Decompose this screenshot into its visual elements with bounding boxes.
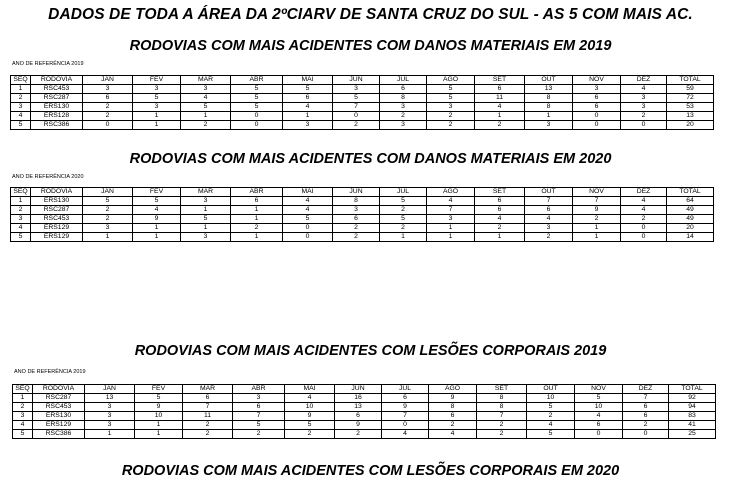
column-header: FEV xyxy=(133,76,181,85)
value-cell: 6 xyxy=(335,412,382,421)
value-cell: 5 xyxy=(133,94,181,103)
table-header-row xyxy=(11,188,714,197)
value-cell: 5 xyxy=(427,85,475,94)
value-cell: 5 xyxy=(380,215,427,224)
value-cell: 5 xyxy=(285,421,335,430)
value-cell: 3 xyxy=(181,197,231,206)
value-cell: 4 xyxy=(575,412,623,421)
value-cell: 2 xyxy=(427,121,475,130)
value-cell: 6 xyxy=(382,394,429,403)
column-header: ABR xyxy=(231,188,283,197)
value-cell: 2 xyxy=(527,412,575,421)
seq-cell: 3 xyxy=(11,215,31,224)
value-cell: 3 xyxy=(333,206,380,215)
value-cell: 3 xyxy=(233,394,285,403)
value-cell: 13 xyxy=(335,403,382,412)
value-cell: 7 xyxy=(427,206,475,215)
value-cell: 6 xyxy=(283,94,333,103)
value-cell: 10 xyxy=(135,412,183,421)
value-cell: 8 xyxy=(429,403,477,412)
value-cell: 4 xyxy=(427,197,475,206)
seq-cell: 2 xyxy=(13,403,33,412)
highway-cell: ERS130 xyxy=(31,103,83,112)
value-cell: 7 xyxy=(477,412,527,421)
seq-cell: 1 xyxy=(13,394,33,403)
value-cell: 7 xyxy=(623,394,669,403)
value-cell: 3 xyxy=(621,94,667,103)
value-cell: 1 xyxy=(380,233,427,242)
table-row xyxy=(13,430,716,439)
value-cell: 7 xyxy=(573,197,621,206)
value-cell: 4 xyxy=(621,85,667,94)
value-cell: 4 xyxy=(621,206,667,215)
column-header: SET xyxy=(475,76,525,85)
section-title-3: RODOVIAS COM MAIS ACIDENTES COM LESÕES CORPORAIS 2019 xyxy=(134,343,607,359)
column-header: JAN xyxy=(83,188,133,197)
value-cell: 7 xyxy=(233,412,285,421)
section-title-4: RODOVIAS COM MAIS ACIDENTES COM LESÕES CORPORAIS EM 2020 xyxy=(121,463,620,479)
value-cell: 5 xyxy=(135,394,183,403)
value-cell: 6 xyxy=(475,206,525,215)
value-cell: 3 xyxy=(573,85,621,94)
value-cell: 3 xyxy=(380,103,427,112)
value-cell: 8 xyxy=(477,394,527,403)
value-cell: 3 xyxy=(181,85,231,94)
table-header-row xyxy=(13,385,716,394)
value-cell: 0 xyxy=(573,121,621,130)
value-cell: 0 xyxy=(621,224,667,233)
accident-table-3 xyxy=(12,384,716,439)
seq-cell: 3 xyxy=(11,103,31,112)
value-cell: 9 xyxy=(335,421,382,430)
value-cell: 5 xyxy=(575,394,623,403)
seq-cell: 2 xyxy=(11,206,31,215)
value-cell: 2 xyxy=(181,121,231,130)
value-cell: 3 xyxy=(85,403,135,412)
highway-cell: RSC453 xyxy=(33,403,85,412)
value-cell: 4 xyxy=(283,206,333,215)
value-cell: 8 xyxy=(525,103,573,112)
highway-cell: RSC386 xyxy=(31,121,83,130)
column-header: JUN xyxy=(333,76,380,85)
column-header: TOTAL xyxy=(667,76,714,85)
column-header: MAR xyxy=(183,385,233,394)
column-header: AGO xyxy=(429,385,477,394)
seq-cell: 1 xyxy=(11,197,31,206)
accident-table-2 xyxy=(10,187,714,242)
value-cell: 7 xyxy=(333,103,380,112)
value-cell: 3 xyxy=(525,224,573,233)
value-cell: 2 xyxy=(83,215,133,224)
value-cell: 4 xyxy=(382,430,429,439)
value-cell: 0 xyxy=(621,121,667,130)
value-cell: 6 xyxy=(623,412,669,421)
column-header: FEV xyxy=(133,188,181,197)
highway-cell: RSC287 xyxy=(33,394,85,403)
section-title-2: RODOVIAS COM MAIS ACIDENTES COM DANOS MATERIAIS EM 2020 xyxy=(129,151,612,167)
table-header-row xyxy=(11,76,714,85)
value-cell: 3 xyxy=(525,121,573,130)
column-header: NOV xyxy=(573,188,621,197)
highway-cell: RSC453 xyxy=(31,215,83,224)
value-cell: 3 xyxy=(133,103,181,112)
value-cell: 2 xyxy=(525,233,573,242)
value-cell: 4 xyxy=(475,215,525,224)
value-cell: 94 xyxy=(669,403,716,412)
value-cell: 59 xyxy=(667,85,714,94)
value-cell: 4 xyxy=(133,206,181,215)
value-cell: 2 xyxy=(380,112,427,121)
table-row xyxy=(13,403,716,412)
value-cell: 1 xyxy=(475,112,525,121)
value-cell: 2 xyxy=(333,121,380,130)
value-cell: 0 xyxy=(231,121,283,130)
value-cell: 1 xyxy=(231,233,283,242)
column-header: SEQ xyxy=(11,76,31,85)
value-cell: 0 xyxy=(382,421,429,430)
column-header: SET xyxy=(477,385,527,394)
value-cell: 20 xyxy=(667,121,714,130)
value-cell: 9 xyxy=(573,206,621,215)
value-cell: 2 xyxy=(333,224,380,233)
value-cell: 5 xyxy=(380,197,427,206)
column-header: AGO xyxy=(427,76,475,85)
table-row xyxy=(11,197,714,206)
value-cell: 2 xyxy=(233,430,285,439)
value-cell: 2 xyxy=(83,206,133,215)
value-cell: 0 xyxy=(573,112,621,121)
value-cell: 2 xyxy=(83,103,133,112)
value-cell: 2 xyxy=(183,430,233,439)
value-cell: 13 xyxy=(85,394,135,403)
table-row xyxy=(11,224,714,233)
value-cell: 3 xyxy=(83,224,133,233)
value-cell: 5 xyxy=(181,103,231,112)
value-cell: 11 xyxy=(183,412,233,421)
value-cell: 1 xyxy=(181,112,231,121)
value-cell: 14 xyxy=(667,233,714,242)
column-header: OUT xyxy=(525,76,573,85)
reference-year-1: ANO DE REFERÊNCIA 2019 xyxy=(12,61,84,67)
column-header: RODOVIA xyxy=(31,188,83,197)
table-row xyxy=(11,121,714,130)
table-row xyxy=(11,206,714,215)
value-cell: 9 xyxy=(285,412,335,421)
table-row xyxy=(11,94,714,103)
value-cell: 3 xyxy=(427,215,475,224)
value-cell: 1 xyxy=(133,224,181,233)
value-cell: 2 xyxy=(621,215,667,224)
accident-table-1 xyxy=(10,75,714,130)
value-cell: 4 xyxy=(181,94,231,103)
value-cell: 6 xyxy=(380,85,427,94)
table-row xyxy=(13,394,716,403)
column-header: FEV xyxy=(135,385,183,394)
table-row xyxy=(13,412,716,421)
column-header: JAN xyxy=(85,385,135,394)
value-cell: 13 xyxy=(667,112,714,121)
value-cell: 6 xyxy=(183,394,233,403)
value-cell: 13 xyxy=(525,85,573,94)
value-cell: 4 xyxy=(525,215,573,224)
table-row xyxy=(11,103,714,112)
highway-cell: ERS129 xyxy=(31,224,83,233)
value-cell: 0 xyxy=(231,112,283,121)
value-cell: 1 xyxy=(475,233,525,242)
value-cell: 6 xyxy=(333,215,380,224)
value-cell: 3 xyxy=(283,121,333,130)
column-header: JUN xyxy=(333,188,380,197)
value-cell: 1 xyxy=(135,421,183,430)
value-cell: 5 xyxy=(231,94,283,103)
value-cell: 1 xyxy=(573,233,621,242)
value-cell: 1 xyxy=(181,206,231,215)
value-cell: 11 xyxy=(475,94,525,103)
value-cell: 1 xyxy=(83,233,133,242)
value-cell: 1 xyxy=(181,224,231,233)
seq-cell: 4 xyxy=(11,224,31,233)
column-header: RODOVIA xyxy=(33,385,85,394)
column-header: ABR xyxy=(233,385,285,394)
table-row xyxy=(11,85,714,94)
column-header: NOV xyxy=(573,76,621,85)
value-cell: 0 xyxy=(621,233,667,242)
column-header: DEZ xyxy=(621,76,667,85)
value-cell: 1 xyxy=(283,112,333,121)
value-cell: 5 xyxy=(83,197,133,206)
value-cell: 8 xyxy=(525,94,573,103)
value-cell: 49 xyxy=(667,215,714,224)
value-cell: 3 xyxy=(427,103,475,112)
value-cell: 8 xyxy=(477,403,527,412)
value-cell: 25 xyxy=(669,430,716,439)
value-cell: 8 xyxy=(333,197,380,206)
value-cell: 2 xyxy=(475,224,525,233)
value-cell: 5 xyxy=(283,215,333,224)
value-cell: 6 xyxy=(623,403,669,412)
value-cell: 2 xyxy=(475,121,525,130)
highway-cell: ERS129 xyxy=(31,233,83,242)
table-row xyxy=(13,421,716,430)
value-cell: 7 xyxy=(183,403,233,412)
highway-cell: RSC386 xyxy=(33,430,85,439)
column-header: JUL xyxy=(382,385,429,394)
column-header: MAI xyxy=(283,188,333,197)
seq-cell: 5 xyxy=(13,430,33,439)
value-cell: 72 xyxy=(667,94,714,103)
value-cell: 4 xyxy=(283,103,333,112)
column-header: TOTAL xyxy=(667,188,714,197)
value-cell: 92 xyxy=(669,394,716,403)
table-row xyxy=(11,112,714,121)
value-cell: 0 xyxy=(623,430,669,439)
value-cell: 6 xyxy=(233,403,285,412)
table-row xyxy=(11,233,714,242)
value-cell: 4 xyxy=(285,394,335,403)
column-header: MAI xyxy=(283,76,333,85)
value-cell: 1 xyxy=(427,233,475,242)
value-cell: 9 xyxy=(382,403,429,412)
value-cell: 1 xyxy=(135,430,183,439)
column-header: JUN xyxy=(335,385,382,394)
value-cell: 4 xyxy=(527,421,575,430)
column-header: DEZ xyxy=(623,385,669,394)
value-cell: 2 xyxy=(333,233,380,242)
value-cell: 4 xyxy=(429,430,477,439)
value-cell: 6 xyxy=(429,412,477,421)
value-cell: 1 xyxy=(231,206,283,215)
value-cell: 5 xyxy=(333,94,380,103)
column-header: MAR xyxy=(181,76,231,85)
value-cell: 49 xyxy=(667,206,714,215)
value-cell: 7 xyxy=(525,197,573,206)
value-cell: 6 xyxy=(83,94,133,103)
column-header: OUT xyxy=(527,385,575,394)
column-header: MAI xyxy=(285,385,335,394)
value-cell: 1 xyxy=(85,430,135,439)
value-cell: 6 xyxy=(475,85,525,94)
value-cell: 5 xyxy=(133,197,181,206)
highway-cell: RSC287 xyxy=(31,94,83,103)
value-cell: 2 xyxy=(380,206,427,215)
value-cell: 3 xyxy=(380,121,427,130)
value-cell: 2 xyxy=(477,430,527,439)
seq-cell: 4 xyxy=(13,421,33,430)
seq-cell: 1 xyxy=(11,85,31,94)
column-header: TOTAL xyxy=(669,385,716,394)
column-header: DEZ xyxy=(621,188,667,197)
value-cell: 5 xyxy=(527,430,575,439)
value-cell: 2 xyxy=(183,421,233,430)
value-cell: 0 xyxy=(333,112,380,121)
document-title: DADOS DE TODA A ÁREA DA 2ºCIARV DE SANTA CRUZ DO SUL - AS 5 COM MAIS AC. xyxy=(48,6,693,23)
value-cell: 2 xyxy=(231,224,283,233)
value-cell: 5 xyxy=(527,403,575,412)
column-header: NOV xyxy=(575,385,623,394)
value-cell: 2 xyxy=(429,421,477,430)
column-header: SET xyxy=(475,188,525,197)
value-cell: 5 xyxy=(231,85,283,94)
value-cell: 1 xyxy=(525,112,573,121)
seq-cell: 4 xyxy=(11,112,31,121)
highway-cell: ERS130 xyxy=(31,197,83,206)
value-cell: 0 xyxy=(83,121,133,130)
reference-year-3: ANO DE REFERÊNCIA 2019 xyxy=(14,369,86,375)
value-cell: 7 xyxy=(382,412,429,421)
value-cell: 2 xyxy=(427,112,475,121)
value-cell: 1 xyxy=(231,215,283,224)
value-cell: 9 xyxy=(429,394,477,403)
section-title-1: RODOVIAS COM MAIS ACIDENTES COM DANOS MATERIAIS EM 2019 xyxy=(129,38,612,54)
highway-cell: ERS128 xyxy=(31,112,83,121)
value-cell: 1 xyxy=(427,224,475,233)
value-cell: 5 xyxy=(231,103,283,112)
column-header: RODOVIA xyxy=(31,76,83,85)
value-cell: 1 xyxy=(133,121,181,130)
value-cell: 6 xyxy=(525,206,573,215)
value-cell: 9 xyxy=(135,403,183,412)
value-cell: 9 xyxy=(133,215,181,224)
seq-cell: 2 xyxy=(11,94,31,103)
highway-cell: RSC287 xyxy=(31,206,83,215)
value-cell: 3 xyxy=(85,412,135,421)
value-cell: 2 xyxy=(285,430,335,439)
column-header: ABR xyxy=(231,76,283,85)
table-row xyxy=(11,215,714,224)
column-header: JUL xyxy=(380,188,427,197)
value-cell: 2 xyxy=(477,421,527,430)
value-cell: 41 xyxy=(669,421,716,430)
value-cell: 2 xyxy=(621,112,667,121)
column-header: JAN xyxy=(83,76,133,85)
value-cell: 6 xyxy=(575,421,623,430)
value-cell: 1 xyxy=(133,233,181,242)
value-cell: 1 xyxy=(573,224,621,233)
value-cell: 2 xyxy=(623,421,669,430)
value-cell: 4 xyxy=(475,103,525,112)
reference-year-2: ANO DE REFERÊNCIA 2020 xyxy=(12,174,84,180)
seq-cell: 5 xyxy=(11,121,31,130)
column-header: AGO xyxy=(427,188,475,197)
value-cell: 10 xyxy=(575,403,623,412)
seq-cell: 3 xyxy=(13,412,33,421)
value-cell: 6 xyxy=(231,197,283,206)
column-header: SEQ xyxy=(11,188,31,197)
value-cell: 6 xyxy=(573,94,621,103)
value-cell: 2 xyxy=(573,215,621,224)
value-cell: 3 xyxy=(83,85,133,94)
value-cell: 10 xyxy=(527,394,575,403)
value-cell: 5 xyxy=(181,215,231,224)
column-header: JUL xyxy=(380,76,427,85)
highway-cell: ERS129 xyxy=(33,421,85,430)
highway-cell: RSC453 xyxy=(31,85,83,94)
highway-cell: ERS130 xyxy=(33,412,85,421)
value-cell: 0 xyxy=(283,224,333,233)
value-cell: 5 xyxy=(427,94,475,103)
value-cell: 6 xyxy=(475,197,525,206)
value-cell: 83 xyxy=(669,412,716,421)
value-cell: 1 xyxy=(133,112,181,121)
value-cell: 0 xyxy=(283,233,333,242)
value-cell: 3 xyxy=(181,233,231,242)
value-cell: 3 xyxy=(85,421,135,430)
value-cell: 3 xyxy=(133,85,181,94)
column-header: SEQ xyxy=(13,385,33,394)
value-cell: 53 xyxy=(667,103,714,112)
value-cell: 10 xyxy=(285,403,335,412)
seq-cell: 5 xyxy=(11,233,31,242)
value-cell: 2 xyxy=(380,224,427,233)
value-cell: 3 xyxy=(621,103,667,112)
value-cell: 0 xyxy=(575,430,623,439)
value-cell: 20 xyxy=(667,224,714,233)
value-cell: 2 xyxy=(335,430,382,439)
column-header: MAR xyxy=(181,188,231,197)
value-cell: 64 xyxy=(667,197,714,206)
value-cell: 5 xyxy=(283,85,333,94)
value-cell: 2 xyxy=(83,112,133,121)
value-cell: 6 xyxy=(573,103,621,112)
value-cell: 5 xyxy=(233,421,285,430)
value-cell: 3 xyxy=(333,85,380,94)
value-cell: 4 xyxy=(621,197,667,206)
value-cell: 16 xyxy=(335,394,382,403)
value-cell: 8 xyxy=(380,94,427,103)
column-header: OUT xyxy=(525,188,573,197)
value-cell: 4 xyxy=(283,197,333,206)
